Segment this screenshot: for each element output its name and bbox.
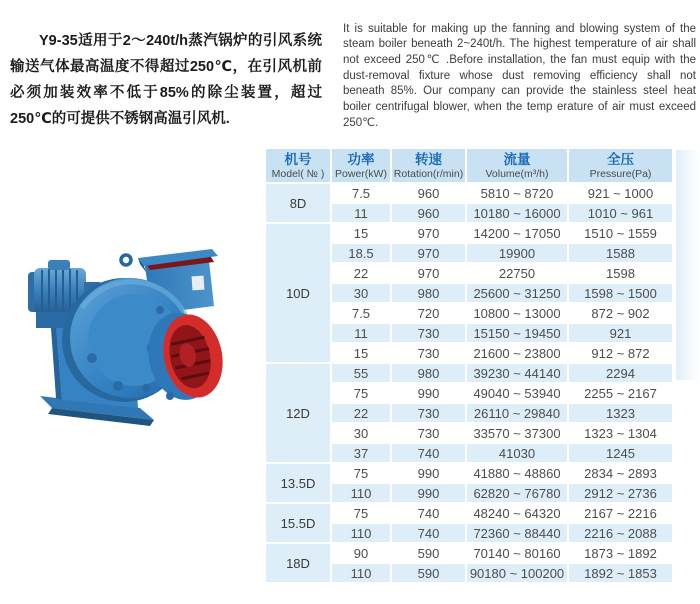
spec-cell: 921 ~ 1000 <box>569 184 672 202</box>
spec-cell: 70140 ~ 80160 <box>467 544 567 562</box>
spec-cell: 10800 ~ 13000 <box>467 304 567 322</box>
column-header-en: Pressure(Pa) <box>589 167 652 180</box>
spec-cell: 72360 ~ 88440 <box>467 524 567 542</box>
spec-cell: 921 <box>569 324 672 342</box>
spec-cell: 980 <box>392 364 465 382</box>
spec-cell: 49040 ~ 53940 <box>467 384 567 402</box>
spec-cell: 26110 ~ 29840 <box>467 404 567 422</box>
spec-cell: 75 <box>332 464 390 482</box>
spec-cell: 960 <box>392 204 465 222</box>
column-header-en: Volume(m³/h) <box>485 167 549 180</box>
column-header-cn: 转速 <box>415 151 442 167</box>
spec-cell: 41880 ~ 48860 <box>467 464 567 482</box>
spec-cell: 590 <box>392 544 465 562</box>
spec-cell: 41030 <box>467 444 567 462</box>
spec-cell: 2912 ~ 2736 <box>569 484 672 502</box>
spec-cell: 730 <box>392 424 465 442</box>
spec-cell: 730 <box>392 344 465 362</box>
model-cell: 18D <box>266 544 330 582</box>
spec-cell: 590 <box>392 564 465 582</box>
spec-cell: 1510 ~ 1559 <box>569 224 672 242</box>
spec-cell: 10180 ~ 16000 <box>467 204 567 222</box>
spec-cell: 48240 ~ 64320 <box>467 504 567 522</box>
spec-cell: 19900 <box>467 244 567 262</box>
model-cell: 8D <box>266 184 330 222</box>
model-cell: 12D <box>266 364 330 462</box>
spec-cell: 740 <box>392 524 465 542</box>
spec-cell: 30 <box>332 424 390 442</box>
spec-cell: 90180 ~ 100200 <box>467 564 567 582</box>
spec-cell: 2167 ~ 2216 <box>569 504 672 522</box>
header-row <box>266 149 672 182</box>
spec-cell: 1323 <box>569 404 672 422</box>
spec-cell: 730 <box>392 404 465 422</box>
spec-cell: 740 <box>392 504 465 522</box>
spec-cell: 720 <box>392 304 465 322</box>
table-row <box>266 184 672 202</box>
right-fade-band <box>676 150 700 380</box>
spec-cell: 990 <box>392 384 465 402</box>
spec-cell: 62820 ~ 76780 <box>467 484 567 502</box>
spec-cell: 1892 ~ 1853 <box>569 564 672 582</box>
spec-table <box>264 147 674 584</box>
spec-cell: 33570 ~ 37300 <box>467 424 567 442</box>
spec-cell: 990 <box>392 464 465 482</box>
spec-cell: 15 <box>332 224 390 242</box>
column-header <box>467 149 567 182</box>
spec-cell: 730 <box>392 324 465 342</box>
column-header-cn: 流量 <box>503 151 531 167</box>
spec-cell: 2216 ~ 2088 <box>569 524 672 542</box>
spec-cell: 2294 <box>569 364 672 382</box>
spec-cell: 18.5 <box>332 244 390 262</box>
column-header-en: Model( № ) <box>271 167 325 180</box>
spec-cell: 110 <box>332 564 390 582</box>
spec-cell: 30 <box>332 284 390 302</box>
lifting-eye <box>121 255 131 265</box>
column-header <box>392 149 465 182</box>
spec-cell: 37 <box>332 444 390 462</box>
spec-cell: 970 <box>392 224 465 242</box>
spec-cell: 15 <box>332 344 390 362</box>
spec-cell: 1323 ~ 1304 <box>569 424 672 442</box>
model-cell: 13.5D <box>266 464 330 502</box>
spec-cell: 1010 ~ 961 <box>569 204 672 222</box>
column-header <box>266 149 330 182</box>
column-header <box>569 149 672 182</box>
column-header-en: Power(kW) <box>335 167 387 180</box>
column-header-cn: 全压 <box>607 151 634 167</box>
column-header-en: Rotation(r/min) <box>393 167 464 180</box>
spec-cell: 39230 ~ 44140 <box>467 364 567 382</box>
spec-cell: 75 <box>332 384 390 402</box>
spec-table-header <box>266 149 672 182</box>
product-photo <box>22 248 227 433</box>
spec-cell: 1245 <box>569 444 672 462</box>
spec-cell: 970 <box>392 264 465 282</box>
spec-cell: 1588 <box>569 244 672 262</box>
spec-cell: 22750 <box>467 264 567 282</box>
spec-cell: 1873 ~ 1892 <box>569 544 672 562</box>
spec-cell: 2834 ~ 2893 <box>569 464 672 482</box>
model-cell: 15.5D <box>266 504 330 542</box>
spec-cell: 5810 ~ 8720 <box>467 184 567 202</box>
spec-cell: 110 <box>332 484 390 502</box>
spec-cell: 14200 ~ 17050 <box>467 224 567 242</box>
spec-cell: 912 ~ 872 <box>569 344 672 362</box>
column-header-cn: 功率 <box>347 151 375 167</box>
spec-cell: 1598 <box>569 264 672 282</box>
spec-cell: 2255 ~ 2167 <box>569 384 672 402</box>
table-row <box>266 364 672 382</box>
spec-cell: 1598 ~ 1500 <box>569 284 672 302</box>
spec-cell: 960 <box>392 184 465 202</box>
intro-paragraph-chinese: Y9-35适用于2～240t/h蒸汽锅炉的引风系统输送气体最高温度不得超过250℃，在引风机前必须加装效率不低于85%的除尘装置，超过250℃的可提供不锈钢高温引风机. <box>10 32 322 127</box>
spec-cell: 110 <box>332 524 390 542</box>
column-header-cn: 机号 <box>284 151 312 167</box>
spec-cell: 11 <box>332 324 390 342</box>
table-row <box>266 224 672 242</box>
spec-cell: 90 <box>332 544 390 562</box>
spec-cell: 15150 ~ 19450 <box>467 324 567 342</box>
spec-cell: 970 <box>392 244 465 262</box>
spec-cell: 990 <box>392 484 465 502</box>
intro-paragraph-english: It is suitable for making up the fanning and blowing system of the steam boiler beneath 2~240t/h. The highest temperature of air shall not exceed 250℃ .Before installation, the fan must equip with the dust-removal fixture whose dust removing efficiency shall not beneath 85%. Our company can provide the stainless steel heat boiler centrifugal blower, when the temp erature of air must exceed 250℃. <box>343 22 696 129</box>
spec-cell: 872 ~ 902 <box>569 304 672 322</box>
model-cell: 10D <box>266 224 330 362</box>
spec-cell: 55 <box>332 364 390 382</box>
table-row <box>266 464 672 482</box>
column-header <box>332 149 390 182</box>
spec-cell: 22 <box>332 404 390 422</box>
spec-cell: 11 <box>332 204 390 222</box>
spec-cell: 22 <box>332 264 390 282</box>
table-row <box>266 504 672 522</box>
spec-cell: 7.5 <box>332 304 390 322</box>
spec-cell: 21600 ~ 23800 <box>467 344 567 362</box>
spec-cell: 75 <box>332 504 390 522</box>
spec-table-body <box>266 184 672 582</box>
spec-cell: 740 <box>392 444 465 462</box>
spec-cell: 7.5 <box>332 184 390 202</box>
spec-cell: 980 <box>392 284 465 302</box>
table-row <box>266 544 672 562</box>
spec-cell: 25600 ~ 31250 <box>467 284 567 302</box>
